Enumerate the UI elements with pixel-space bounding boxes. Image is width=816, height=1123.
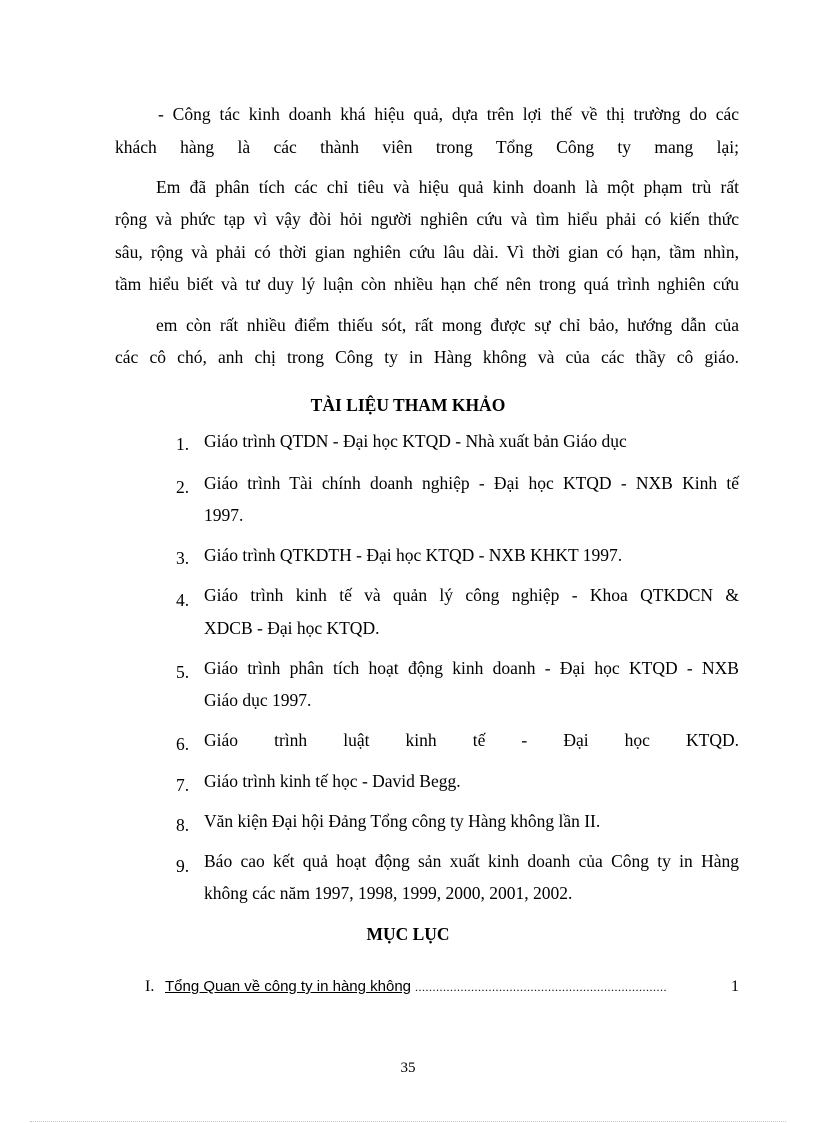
toc-leader-dots: ........................................................................ <box>415 980 668 994</box>
reference-text-continued: không các năm 1997, 1998, 1999, 2000, 2001, 2002. <box>204 883 573 903</box>
body-line-2: khách hàng là các thành viên trong Tổng Công ty mang lại; <box>115 137 739 157</box>
references-heading: TÀI LIỆU THAM KHẢO <box>310 395 506 415</box>
reference-number: 5. <box>176 662 190 682</box>
reference-number: 8. <box>176 815 190 835</box>
toc-entry[interactable] <box>145 976 739 998</box>
reference-text: Báo cao kết quả hoạt động sản xuất kinh doanh của Công ty in Hàng <box>204 851 739 871</box>
page-number: 35 <box>400 1060 416 1076</box>
reference-text: Giáo trình QTDN - Đại học KTQD - Nhà xuất bản Giáo dục <box>204 431 627 451</box>
reference-number: 4. <box>176 590 190 610</box>
reference-text: Giáo trình phân tích hoạt động kinh doanh - Đại học KTQD - NXB <box>204 658 739 678</box>
body-line-5: sâu, rộng và phải có thời gian nghiên cứu lâu dài. Vì thời gian có hạn, tầm nhìn, <box>115 242 739 262</box>
reference-text-continued: Giáo dục 1997. <box>204 690 312 710</box>
reference-number: 2. <box>176 477 190 497</box>
reference-text: Giáo trình kinh tế học - David Begg. <box>204 771 461 791</box>
toc-entry-link[interactable]: Tổng Quan về công ty in hàng không <box>165 978 412 995</box>
reference-text: Giáo trình luật kinh tế - Đại học KTQD. <box>204 730 739 750</box>
body-line-4: rộng và phức tạp vì vậy đòi hỏi người nghiên cứu và tìm hiểu phải có kiến thức <box>115 209 739 229</box>
body-line-7: em còn rất nhiều điểm thiếu sót, rất mong được sự chỉ bảo, hướng dẫn của <box>156 315 739 335</box>
reference-text: Giáo trình Tài chính doanh nghiệp - Đại học KTQD - NXB Kinh tế <box>204 473 739 493</box>
reference-text: Văn kiện Đại hội Đảng Tổng công ty Hàng không lần II. <box>204 811 601 831</box>
body-line-3: Em đã phân tích các chỉ tiêu và hiệu quả kinh doanh là một phạm trù rất <box>156 177 739 197</box>
reference-text-continued: XDCB - Đại học KTQD. <box>204 618 380 638</box>
reference-text-continued: 1997. <box>204 505 244 525</box>
page-bottom-border <box>30 1121 786 1122</box>
reference-number: 9. <box>176 856 190 876</box>
reference-number: 7. <box>176 775 190 795</box>
reference-number: 1. <box>176 434 190 454</box>
reference-number: 6. <box>176 734 190 754</box>
body-line-1: - Công tác kinh doanh khá hiệu quả, dựa trên lợi thế về thị trường do các <box>158 104 739 124</box>
toc-entry-number: I. <box>145 978 155 995</box>
body-line-8: các cô chó, anh chị trong Công ty in Hàng không và của các thầy cô giáo. <box>115 347 739 367</box>
reference-text: Giáo trình QTKDTH - Đại học KTQD - NXB KHKT 1997. <box>204 545 623 565</box>
toc-heading: MỤC LỤC <box>366 924 450 944</box>
toc-entry-page: 1 <box>731 978 739 995</box>
reference-number: 3. <box>176 548 190 568</box>
body-line-6: tầm hiểu biết và tư duy lý luận còn nhiều hạn chế nên trong quá trình nghiên cứu <box>115 274 739 294</box>
reference-text: Giáo trình kinh tế và quản lý công nghiệp - Khoa QTKDCN & <box>204 585 739 605</box>
